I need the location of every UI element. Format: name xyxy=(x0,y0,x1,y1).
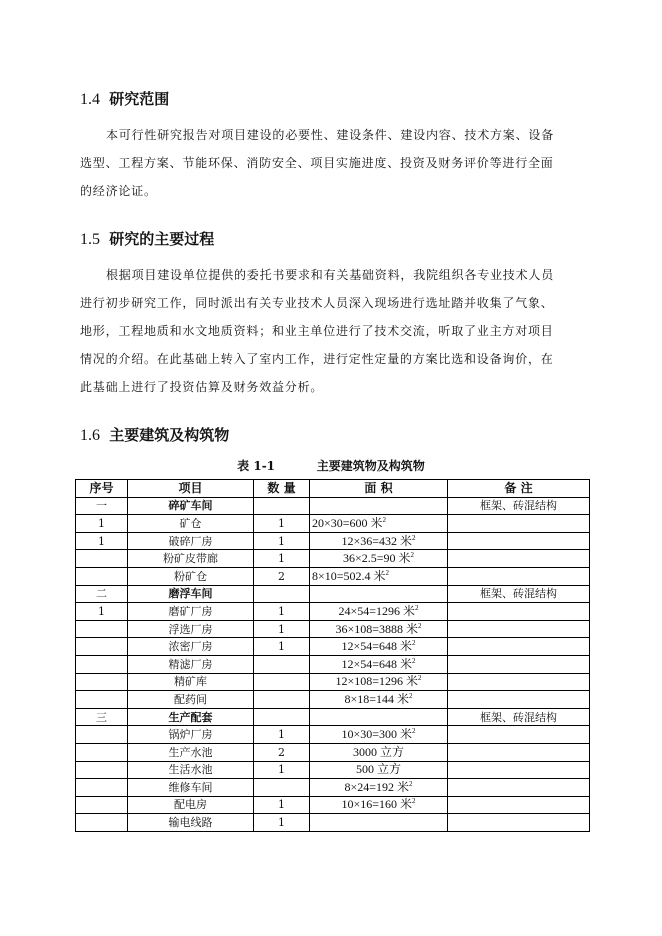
row-note xyxy=(448,515,590,533)
row-item xyxy=(128,726,254,744)
section-title: 研究的主要过程 xyxy=(109,230,215,248)
row-note xyxy=(448,497,590,515)
row-no xyxy=(76,796,128,814)
table-row xyxy=(76,814,590,832)
row-item-text: 精滤厂房 xyxy=(168,657,213,671)
row-area xyxy=(310,603,448,621)
row-qty xyxy=(254,550,310,568)
row-area xyxy=(310,708,448,726)
paragraph-line: 选型、工程方案、节能环保、消防安全、项目实施进度、投资及财务评价等进行全面 xyxy=(80,156,554,170)
row-qty-text: 2 xyxy=(278,745,285,759)
row-note xyxy=(448,585,590,603)
row-area-text: 12×108=1296 米 xyxy=(335,674,419,689)
paragraph-line: 根据项目建设单位提供的委托书要求和有关基础资料，我院组织各专业技术人员 xyxy=(106,268,555,282)
row-item xyxy=(128,673,254,691)
paragraph-line: 的经济论证。 xyxy=(80,184,157,198)
row-note xyxy=(448,779,590,797)
area-unit-superscript: 2 xyxy=(382,515,387,524)
row-area-text: 10×30=300 米 xyxy=(341,727,413,742)
table-body xyxy=(76,497,590,831)
row-qty xyxy=(254,779,310,797)
paragraph-process xyxy=(80,261,580,401)
row-qty xyxy=(254,515,310,533)
row-qty-text: 1 xyxy=(278,728,285,742)
row-no xyxy=(76,779,128,797)
row-note xyxy=(448,708,590,726)
row-area-text: 20×30=600 米 xyxy=(312,515,383,530)
row-item xyxy=(128,708,254,726)
row-qty-text: 1 xyxy=(278,516,285,530)
row-item xyxy=(128,796,254,814)
row-area xyxy=(310,726,448,744)
row-item xyxy=(128,532,254,550)
row-qty-text: 1 xyxy=(278,552,285,566)
row-no xyxy=(76,532,128,550)
row-note xyxy=(448,814,590,832)
row-no xyxy=(76,655,128,673)
row-item-text: 浓密厂房 xyxy=(168,640,213,654)
row-area xyxy=(310,655,448,673)
row-qty-text: 1 xyxy=(278,816,285,830)
row-item-text: 粉矿仓 xyxy=(174,569,207,583)
row-no xyxy=(76,620,128,638)
row-area xyxy=(310,673,448,691)
row-item-text: 破碎厂房 xyxy=(168,534,213,548)
row-item-text: 精矿库 xyxy=(174,675,207,689)
row-note xyxy=(448,550,590,568)
row-item xyxy=(128,515,254,533)
table-row xyxy=(76,532,590,550)
row-no-text: 一 xyxy=(96,499,107,513)
row-note xyxy=(448,567,590,585)
row-item xyxy=(128,691,254,709)
header-no: 序号 xyxy=(76,480,128,498)
row-area-text: 8×10=502.4 米 xyxy=(312,568,386,583)
row-no xyxy=(76,567,128,585)
section-heading-1-6 xyxy=(80,424,229,445)
row-item xyxy=(128,497,254,515)
table-row xyxy=(76,638,590,656)
area-unit-superscript: 2 xyxy=(412,639,416,648)
area-unit-superscript: 2 xyxy=(385,568,390,577)
table-row xyxy=(76,779,590,797)
row-item-text: 浮选厂房 xyxy=(168,622,213,636)
area-unit-superscript: 2 xyxy=(412,533,416,542)
table-row xyxy=(76,585,590,603)
table-row xyxy=(76,620,590,638)
row-item-text: 维修车间 xyxy=(168,780,213,794)
row-area xyxy=(310,515,448,533)
header-qty: 数 量 xyxy=(254,480,310,498)
row-item xyxy=(128,638,254,656)
row-no-text: 三 xyxy=(96,710,107,724)
row-no xyxy=(76,550,128,568)
section-number: 1.6 xyxy=(80,427,100,444)
paragraph-line: 地形，工程地质和水文地质资料；和业主单位进行了技术交流，听取了业主方对项目 xyxy=(80,324,554,338)
row-qty xyxy=(254,743,310,761)
row-qty-text: 1 xyxy=(278,640,285,654)
table-row xyxy=(76,761,590,779)
section-number: 1.4 xyxy=(80,91,100,108)
row-no xyxy=(76,761,128,779)
row-area xyxy=(310,761,448,779)
area-unit-superscript: 2 xyxy=(418,674,422,683)
row-qty xyxy=(254,638,310,656)
row-item xyxy=(128,814,254,832)
row-area-text: 8×24=192 米 xyxy=(344,779,410,794)
row-qty xyxy=(254,691,310,709)
row-item-text: 锅炉厂房 xyxy=(168,728,213,742)
row-qty xyxy=(254,655,310,673)
area-unit-superscript: 2 xyxy=(415,603,419,612)
header-item: 项目 xyxy=(128,480,254,498)
row-qty xyxy=(254,532,310,550)
table-row xyxy=(76,603,590,621)
header-area: 面 积 xyxy=(310,480,448,498)
section-title: 研究范围 xyxy=(109,90,170,108)
row-qty-text: 1 xyxy=(278,534,285,548)
table-row xyxy=(76,567,590,585)
row-note xyxy=(448,761,590,779)
row-qty xyxy=(254,497,310,515)
row-note xyxy=(448,603,590,621)
row-no xyxy=(76,515,128,533)
row-area xyxy=(310,497,448,515)
row-qty xyxy=(254,796,310,814)
row-item-text: 磨浮车间 xyxy=(168,587,213,601)
row-area-text: 12×36=432 米 xyxy=(341,533,413,548)
paragraph-line: 本可行性研究报告对项目建设的必要性、建设条件、建设内容、技术方案、设备 xyxy=(106,128,555,142)
row-no xyxy=(76,585,128,603)
row-area xyxy=(310,691,448,709)
row-area-text: 10×16=160 米 xyxy=(341,797,413,812)
row-area xyxy=(310,567,448,585)
area-unit-superscript: 2 xyxy=(412,727,416,736)
row-area xyxy=(310,532,448,550)
row-qty-text: 1 xyxy=(278,763,285,777)
row-item-text: 生产水池 xyxy=(168,745,213,759)
row-note xyxy=(448,673,590,691)
row-no xyxy=(76,497,128,515)
row-item-text: 磨矿厂房 xyxy=(168,604,213,618)
table-caption: 表 1-1 主要建筑物及构筑物 xyxy=(237,459,425,473)
paragraph-scope xyxy=(80,121,580,205)
row-area xyxy=(310,585,448,603)
row-item-text: 生产配套 xyxy=(168,710,213,724)
row-qty xyxy=(254,726,310,744)
row-item xyxy=(128,743,254,761)
row-no xyxy=(76,743,128,761)
header-note: 备 注 xyxy=(448,480,590,498)
row-item-text: 粉矿皮带廊 xyxy=(163,552,218,566)
row-qty xyxy=(254,585,310,603)
table-row xyxy=(76,691,590,709)
row-qty-text: 1 xyxy=(278,604,285,618)
row-no xyxy=(76,708,128,726)
row-no-text: 二 xyxy=(96,587,107,601)
row-item xyxy=(128,620,254,638)
row-item xyxy=(128,567,254,585)
row-item-text: 矿仓 xyxy=(179,516,202,530)
row-item-text: 碎矿车间 xyxy=(168,499,213,513)
row-no xyxy=(76,603,128,621)
row-qty-text: 1 xyxy=(278,622,285,636)
row-qty-text: 1 xyxy=(278,798,285,812)
row-area-text: 12×54=648 米 xyxy=(341,656,413,671)
table-row xyxy=(76,708,590,726)
row-note xyxy=(448,691,590,709)
table-row xyxy=(76,673,590,691)
row-note xyxy=(448,532,590,550)
row-item xyxy=(128,550,254,568)
row-qty xyxy=(254,673,310,691)
row-area xyxy=(310,638,448,656)
row-area-text: 36×108=3888 米 xyxy=(335,621,419,636)
paragraph-line: 情况的介绍。在此基础上转入了室内工作，进行定性定量的方案比选和设备询价，在 xyxy=(80,352,554,366)
table-row xyxy=(76,743,590,761)
row-note-text: 框架、砖混结构 xyxy=(480,710,557,724)
row-area xyxy=(310,814,448,832)
row-area xyxy=(310,743,448,761)
area-unit-superscript: 2 xyxy=(412,656,416,665)
row-note-text: 框架、砖混结构 xyxy=(480,499,557,513)
row-item-text: 配电房 xyxy=(174,798,207,812)
paragraph-line: 进行初步研究工作，同时派出有关专业技术人员深入现场进行选址踏并收集了气象、 xyxy=(80,296,554,310)
table-row xyxy=(76,550,590,568)
row-qty xyxy=(254,761,310,779)
row-qty-text: 2 xyxy=(278,569,285,583)
row-area xyxy=(310,796,448,814)
row-no xyxy=(76,673,128,691)
table-row xyxy=(76,655,590,673)
section-heading-1-4 xyxy=(80,88,169,109)
row-item xyxy=(128,761,254,779)
row-item-text: 输电线路 xyxy=(168,816,213,830)
row-qty xyxy=(254,708,310,726)
row-area xyxy=(310,620,448,638)
area-unit-superscript: 2 xyxy=(418,621,422,630)
row-area xyxy=(310,779,448,797)
row-area-text: 36×2.5=90 米 xyxy=(342,551,411,566)
row-note-text: 框架、砖混结构 xyxy=(480,587,557,601)
table-row xyxy=(76,726,590,744)
buildings-table xyxy=(75,479,590,832)
row-note xyxy=(448,655,590,673)
row-area-text: 500 立方 xyxy=(355,762,401,777)
row-qty xyxy=(254,567,310,585)
row-area-text: 3000 立方 xyxy=(352,744,404,759)
section-heading-1-5 xyxy=(80,228,214,249)
area-unit-superscript: 2 xyxy=(410,551,415,560)
row-item xyxy=(128,779,254,797)
table-header-row xyxy=(76,480,590,498)
row-note xyxy=(448,796,590,814)
row-area-text: 12×54=648 米 xyxy=(341,639,413,654)
row-area-text: 8×18=144 米 xyxy=(344,691,410,706)
row-no xyxy=(76,691,128,709)
row-no-text: 1 xyxy=(98,516,105,530)
row-item xyxy=(128,655,254,673)
section-title: 主要建筑及构筑物 xyxy=(109,426,230,444)
area-unit-superscript: 2 xyxy=(412,797,416,806)
row-area xyxy=(310,550,448,568)
table-row xyxy=(76,497,590,515)
paragraph-line: 此基础上进行了投资估算及财务效益分析。 xyxy=(80,380,324,394)
row-note xyxy=(448,638,590,656)
row-no xyxy=(76,814,128,832)
row-area-text: 24×54=1296 米 xyxy=(338,603,416,618)
row-qty xyxy=(254,814,310,832)
row-note xyxy=(448,726,590,744)
row-no xyxy=(76,638,128,656)
row-qty xyxy=(254,603,310,621)
table-row xyxy=(76,796,590,814)
area-unit-superscript: 2 xyxy=(409,691,413,700)
row-no-text: 1 xyxy=(98,604,105,618)
row-qty xyxy=(254,620,310,638)
area-unit-superscript: 2 xyxy=(409,779,413,788)
row-item xyxy=(128,603,254,621)
row-note xyxy=(448,743,590,761)
row-item-text: 生活水池 xyxy=(168,763,213,777)
row-no-text: 1 xyxy=(98,534,105,548)
row-no xyxy=(76,726,128,744)
row-note xyxy=(448,620,590,638)
table-row xyxy=(76,515,590,533)
row-item xyxy=(128,585,254,603)
row-item-text: 配药间 xyxy=(174,692,207,706)
section-number: 1.5 xyxy=(80,231,100,248)
